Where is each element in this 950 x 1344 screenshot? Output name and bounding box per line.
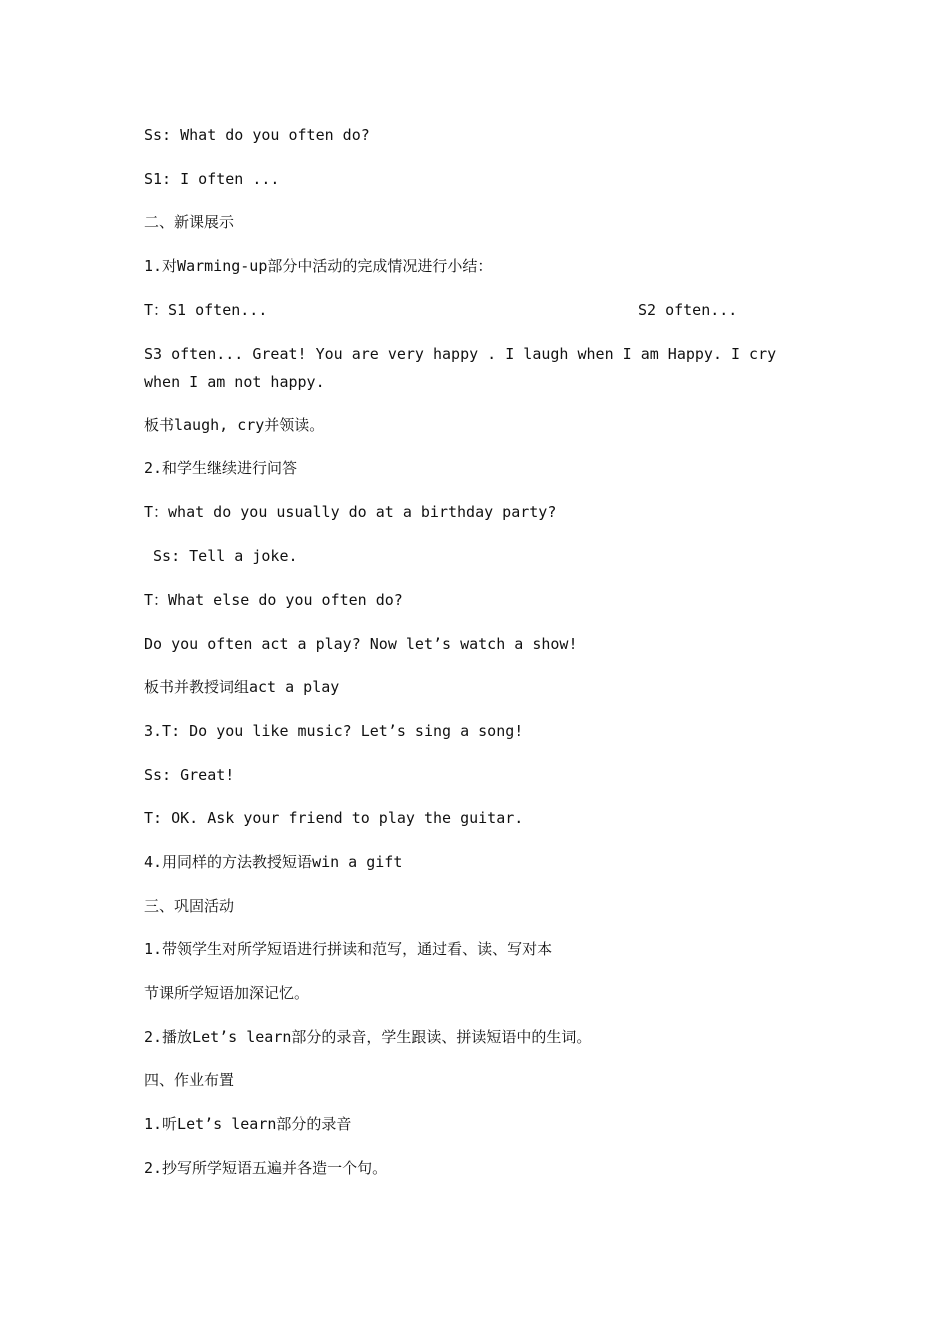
section-heading: 三、巩固活动 <box>144 897 235 915</box>
dialogue-paragraph: S3 often... Great! You are very happy . I laugh when I am Happy. I cry when I am not happy. <box>144 345 777 391</box>
dialogue-line: Ss: Great! <box>144 766 235 784</box>
step-item: 2.播放Let’s learn部分的录音，学生跟读、拼读短语中的生词。 <box>144 1028 592 1046</box>
step-item: 2.抄写所学短语五遍并各造一个句。 <box>144 1159 388 1177</box>
step-item: 3.T: Do you like music? Let’s sing a song! <box>144 722 524 740</box>
dialogue-line: T: OK. Ask your friend to play the guitar. <box>144 809 524 827</box>
step-item: 1.对Warming-up部分中活动的完成情况进行小结： <box>144 257 493 275</box>
dialogue-line: Ss: What do you often do? <box>144 126 370 144</box>
dialogue-line: S1: I often ... <box>144 170 280 188</box>
step-item: 4.用同样的方法教授短语win a gift <box>144 853 403 871</box>
step-item-continued: 节课所学短语加深记忆。 <box>144 984 310 1002</box>
section-heading: 二、新课展示 <box>144 213 235 231</box>
dialogue-line: T：S1 often... <box>144 301 268 319</box>
dialogue-line-right: S2 often... <box>638 301 738 319</box>
step-note: 板书并教授词组act a play <box>144 678 340 696</box>
dialogue-line: T：What else do you often do? <box>144 591 403 609</box>
step-item: 1.听Let’s learn部分的录音 <box>144 1115 352 1133</box>
step-item: 1.带领学生对所学短语进行拼读和范写，通过看、读、写对本 <box>144 940 553 958</box>
step-item: 2.和学生继续进行问答 <box>144 459 298 477</box>
dialogue-line: Ss: Tell a joke. <box>144 547 298 565</box>
step-note: 板书laugh, cry并领读。 <box>144 416 325 434</box>
section-heading: 四、作业布置 <box>144 1071 235 1089</box>
dialogue-line: Do you often act a play? Now let’s watch a show! <box>144 635 578 653</box>
dialogue-line: T：what do you usually do at a birthday party? <box>144 503 557 521</box>
